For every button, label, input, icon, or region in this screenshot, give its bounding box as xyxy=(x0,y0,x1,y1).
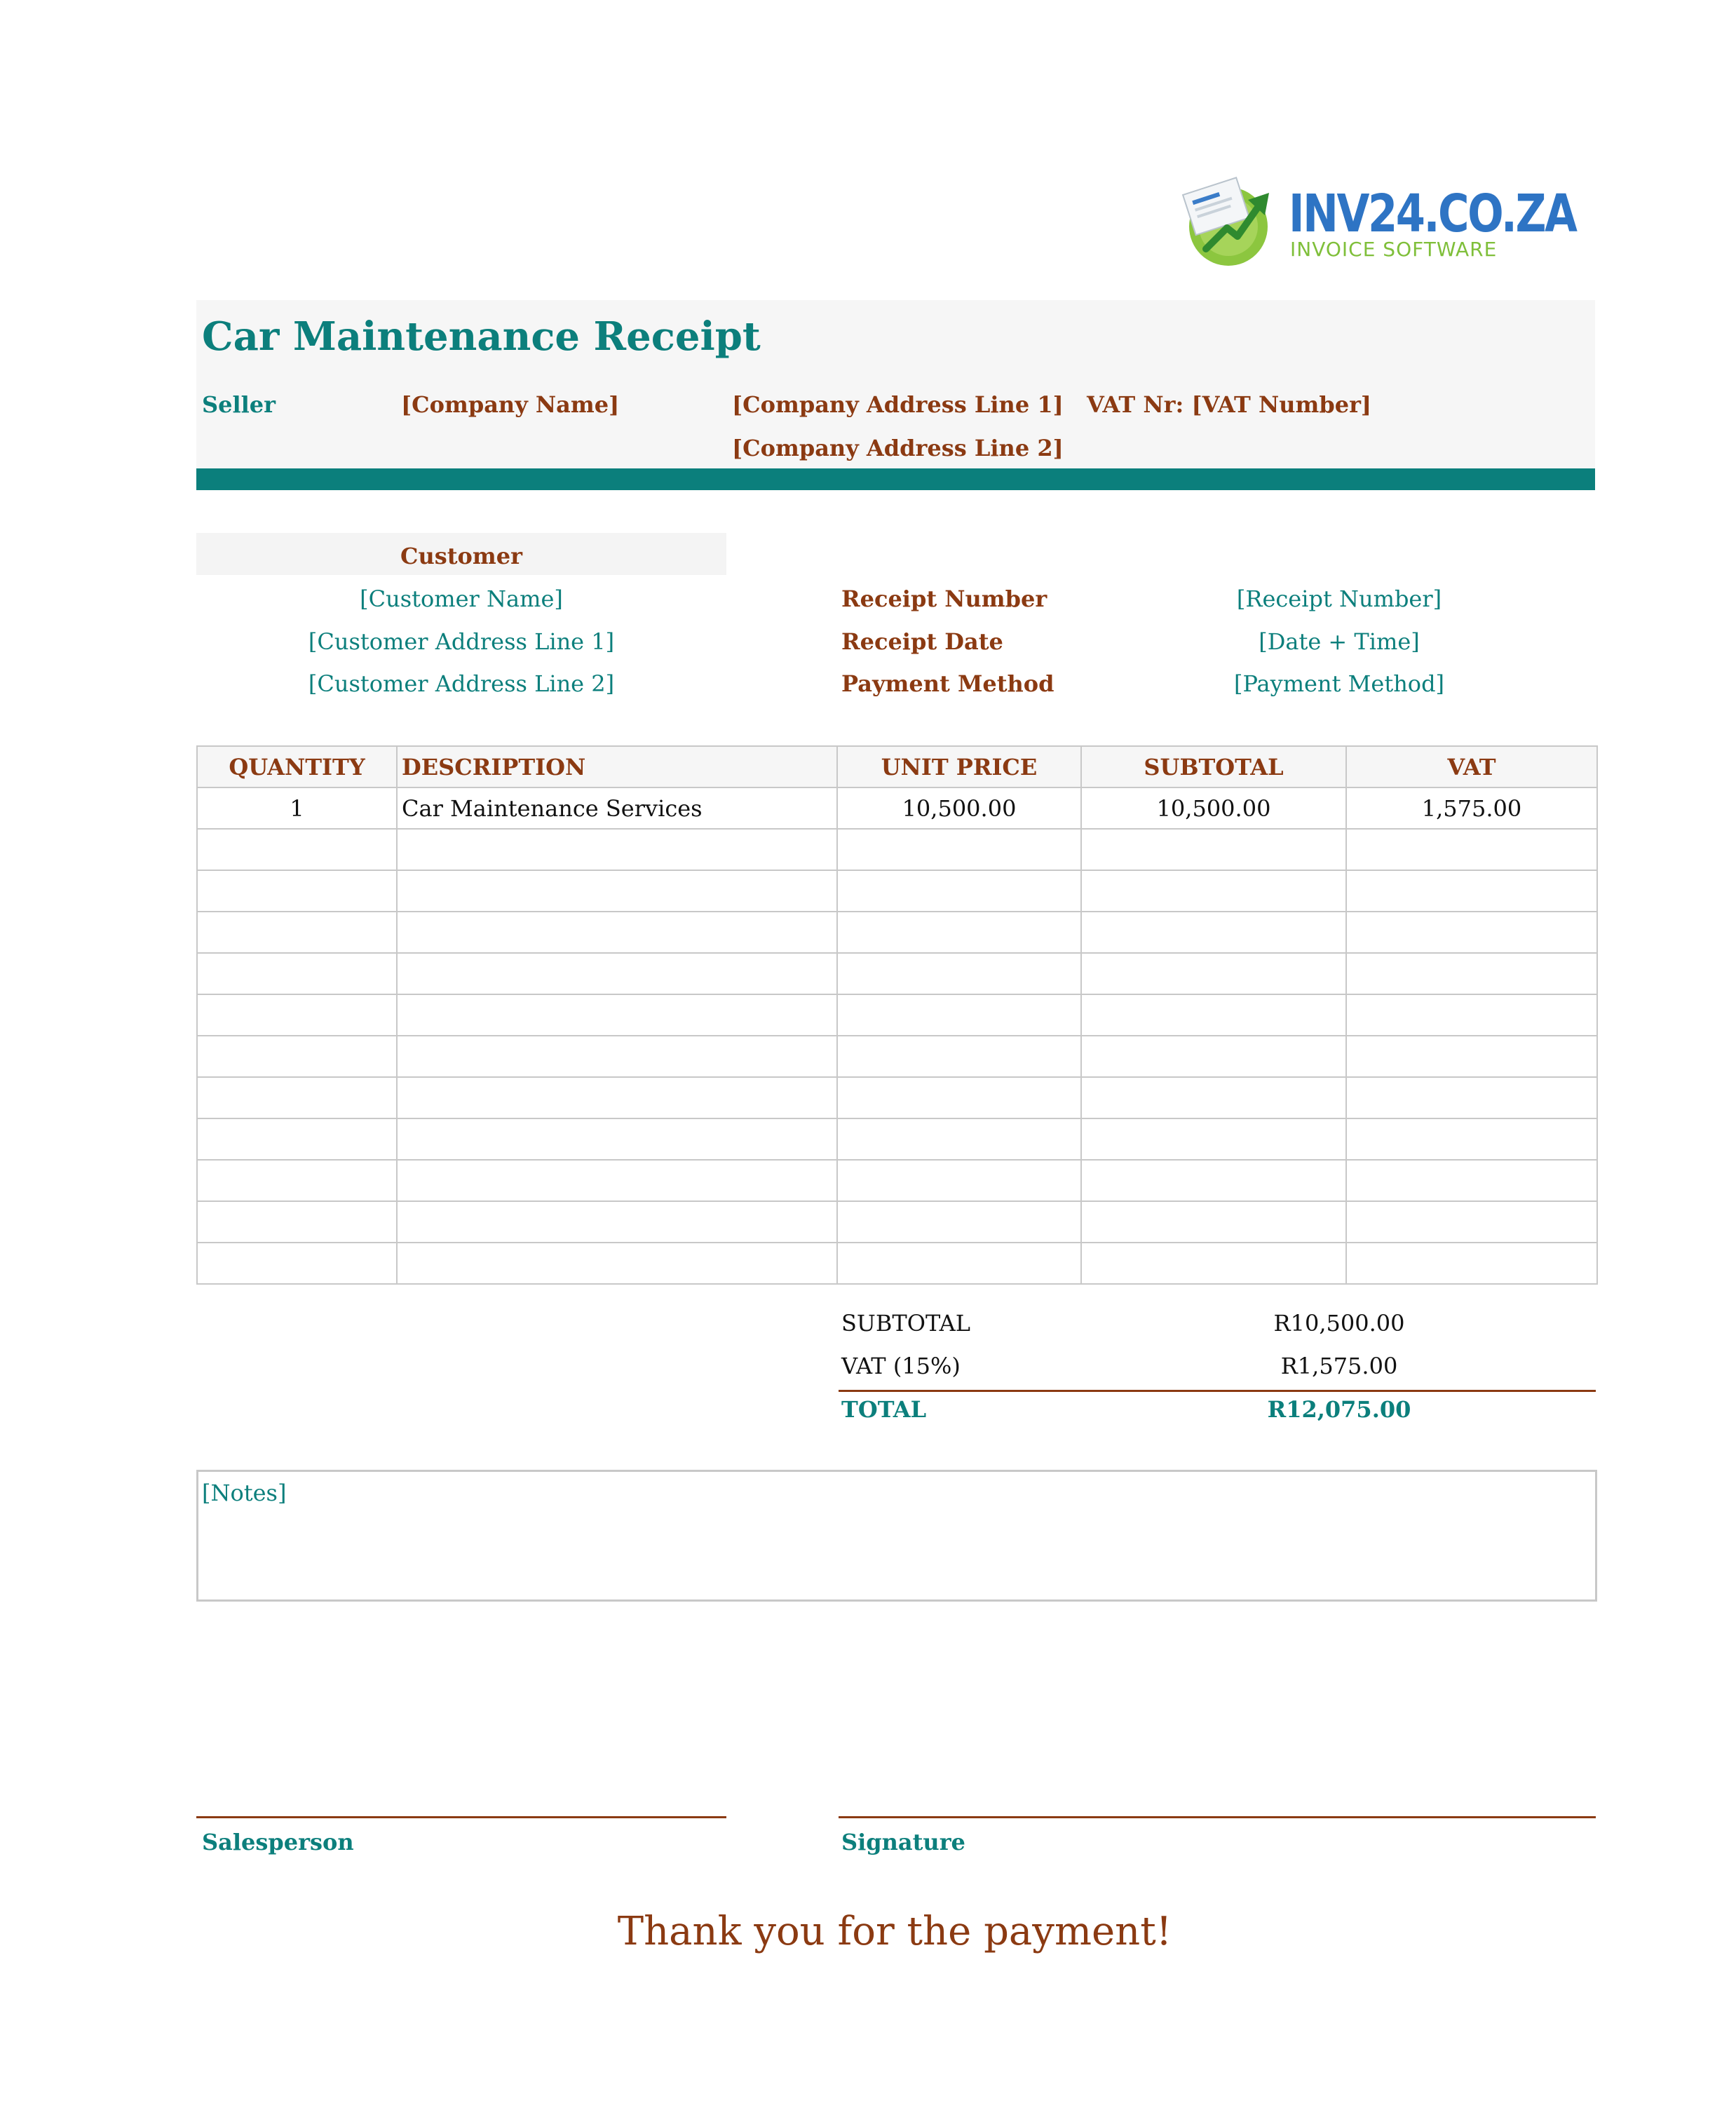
logo-icon xyxy=(1178,172,1283,270)
items-table xyxy=(196,745,1598,1285)
table-header-row xyxy=(197,746,1597,787)
total-divider xyxy=(839,1390,1596,1392)
table-row-empty xyxy=(197,953,1597,994)
logo-tagline: INVOICE SOFTWARE xyxy=(1290,238,1498,261)
payment-method-value: [Payment Method] xyxy=(1233,670,1445,697)
salesperson-label: Salesperson xyxy=(202,1829,354,1855)
company-name: [Company Name] xyxy=(401,391,620,418)
table-row-empty xyxy=(197,1036,1597,1077)
receipt-number-label: Receipt Number xyxy=(841,586,1047,612)
table-row-empty xyxy=(197,912,1597,953)
header-quantity: QUANTITY xyxy=(197,746,397,787)
notes-box xyxy=(196,1470,1597,1602)
table-row-empty xyxy=(197,1160,1597,1201)
total-label: TOTAL xyxy=(841,1396,927,1423)
header-description: DESCRIPTION xyxy=(397,746,837,787)
table-row-empty xyxy=(197,1118,1597,1160)
receipt-number-value: [Receipt Number] xyxy=(1236,586,1442,612)
thank-you-message: Thank you for the payment! xyxy=(617,1909,1172,1954)
subtotal-value: R10,500.00 xyxy=(1273,1310,1405,1337)
signature-line xyxy=(839,1816,1596,1818)
table-row-empty xyxy=(197,994,1597,1036)
notes-text: [Notes] xyxy=(202,1480,287,1506)
table-row-empty xyxy=(197,870,1597,912)
logo-name: INV24.CO.ZA xyxy=(1289,184,1576,244)
table-row-empty xyxy=(197,1243,1597,1284)
header-subtotal: SUBTOTAL xyxy=(1081,746,1346,787)
company-address-line1: [Company Address Line 1] xyxy=(732,391,1064,418)
table-row-empty xyxy=(197,1201,1597,1243)
row-description: Car Maintenance Services xyxy=(397,787,837,829)
vat-value: R1,575.00 xyxy=(1280,1353,1398,1379)
table-row-empty xyxy=(197,829,1597,870)
vat-number: VAT Nr: [VAT Number] xyxy=(1087,391,1372,418)
signature-label: Signature xyxy=(841,1829,965,1855)
subtotal-label: SUBTOTAL xyxy=(841,1310,970,1337)
page-title: Car Maintenance Receipt xyxy=(202,313,761,360)
customer-name: [Customer Name] xyxy=(360,586,563,612)
payment-method-label: Payment Method xyxy=(841,670,1055,697)
customer-label: Customer xyxy=(400,543,522,569)
seller-label: Seller xyxy=(202,391,276,418)
row-unit-price: 10,500.00 xyxy=(837,787,1081,829)
table-row-empty xyxy=(197,1077,1597,1118)
header-vat: VAT xyxy=(1346,746,1597,787)
row-quantity: 1 xyxy=(197,787,397,829)
receipt-date-label: Receipt Date xyxy=(841,628,1003,655)
customer-address-line2: [Customer Address Line 2] xyxy=(308,670,615,697)
total-value: R12,075.00 xyxy=(1267,1396,1411,1423)
company-address-line2: [Company Address Line 2] xyxy=(732,435,1064,461)
row-vat: 1,575.00 xyxy=(1346,787,1597,829)
row-subtotal: 10,500.00 xyxy=(1081,787,1346,829)
receipt-date-value: [Date + Time] xyxy=(1259,628,1420,655)
header-divider xyxy=(196,468,1595,490)
table-row xyxy=(197,787,1597,829)
salesperson-line xyxy=(196,1816,726,1818)
header-unit-price: UNIT PRICE xyxy=(837,746,1081,787)
vat-label: VAT (15%) xyxy=(841,1353,961,1379)
customer-address-line1: [Customer Address Line 1] xyxy=(308,628,615,655)
